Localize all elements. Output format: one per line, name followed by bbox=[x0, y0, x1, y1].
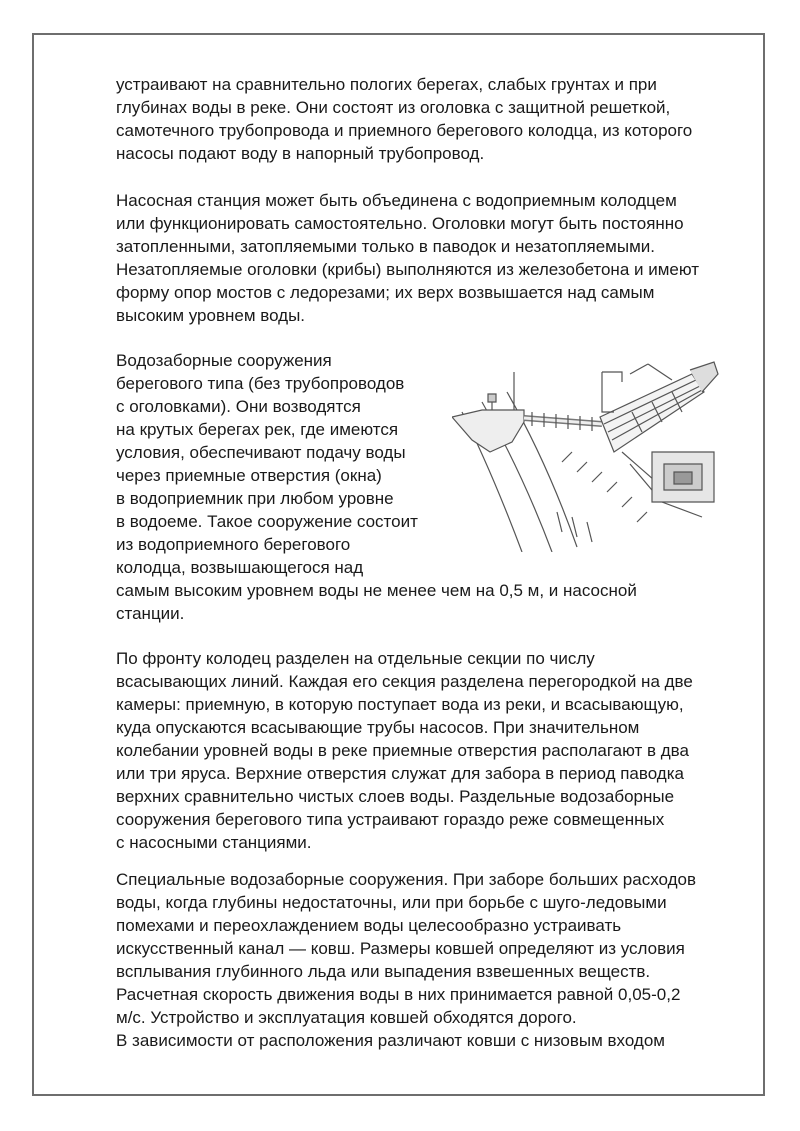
text-line: всасывающих линий. Каждая его секция разделена перегородкой на две bbox=[116, 672, 693, 691]
text-line: Насосная станция может быть объединена с водоприемным колодцем bbox=[116, 191, 677, 210]
text-line: куда опускаются всасывающие трубы насосов. При значительном bbox=[116, 718, 640, 737]
text-line: самотечного трубопровода и приемного берегового колодца, из которого bbox=[116, 121, 693, 140]
text-line: затопленными, затопляемыми только в паводок и незатопляемыми. bbox=[116, 237, 655, 256]
text-line: условия, обеспечивают подачу воды bbox=[116, 443, 406, 462]
text-line: самым высоким уровнем воды не менее чем на 0,5 м, и насосной bbox=[116, 581, 637, 600]
text-line: помехами и переохлаждением воды целесообразно устраивать bbox=[116, 916, 622, 935]
text-line: По фронту колодец разделен на отдельные секции по числу bbox=[116, 649, 595, 668]
text-line: из водоприемного берегового bbox=[116, 535, 351, 554]
text-line: искусственный канал — ковш. Размеры ковшей определяют из условия bbox=[116, 939, 685, 958]
text-line: Расчетная скорость движения воды в них принимается равной 0,05-0,2 bbox=[116, 985, 681, 1004]
text-line: глубинах воды в реке. Они состоят из оголовка с защитной решеткой, bbox=[116, 98, 671, 117]
text-line: верхних сравнительно чистых слоев воды. Раздельные водозаборные bbox=[116, 787, 675, 806]
text-line: Специальные водозаборные сооружения. При заборе больших расходов bbox=[116, 870, 697, 889]
text-line: устраивают на сравнительно пологих берегах, слабых грунтах и при bbox=[116, 75, 657, 94]
text-line: В зависимости от расположения различают ковши с низовым входом bbox=[116, 1031, 665, 1050]
text-line: Водозаборные сооружения bbox=[116, 351, 332, 370]
text-line: колодца, возвышающегося над bbox=[116, 558, 364, 577]
text-line: Незатопляемые оголовки (крибы) выполняются из железобетона и имеют bbox=[116, 260, 700, 279]
text-line: с оголовками). Они возводятся bbox=[116, 397, 361, 416]
text-line: всплывания глубинного льда или выпадения взвешенных веществ. bbox=[116, 962, 651, 981]
text-line: м/с. Устройство и эксплуатация ковшей обходятся дорого. bbox=[116, 1008, 577, 1027]
text-line: высоким уровнем воды. bbox=[116, 306, 306, 325]
text-line: или функционировать самостоятельно. Оголовки могут быть постоянно bbox=[116, 214, 684, 233]
text-line: насосы подают воду в напорный трубопровод. bbox=[116, 144, 485, 163]
text-line: берегового типа (без трубопроводов bbox=[116, 374, 405, 393]
text-line: станции. bbox=[116, 604, 185, 623]
text-line: в водоеме. Такое сооружение состоит bbox=[116, 512, 418, 531]
text-line: воды, когда глубины недостаточны, или при борьбе с шуго-ледовыми bbox=[116, 893, 667, 912]
text-line: в водоприемник при любом уровне bbox=[116, 489, 394, 508]
text-line: или три яруса. Верхние отверстия служат для забора в период паводка bbox=[116, 764, 684, 783]
text-line: колебании уровней воды в реке приемные отверстия располагают в два bbox=[116, 741, 689, 760]
water-intake-diagram-icon bbox=[452, 352, 720, 552]
text-line: камеры: приемную, в которую поступает вода из реки, и всасывающую, bbox=[116, 695, 684, 714]
text-line: через приемные отверстия (окна) bbox=[116, 466, 382, 485]
text-line: на крутых берегах рек, где имеются bbox=[116, 420, 399, 439]
text-line: сооружения берегового типа устраивают гораздо реже совмещенных bbox=[116, 810, 665, 829]
text-line: с насосными станциями. bbox=[116, 833, 312, 852]
text-line: форму опор мостов с ледорезами; их верх возвышается над самым bbox=[116, 283, 655, 302]
